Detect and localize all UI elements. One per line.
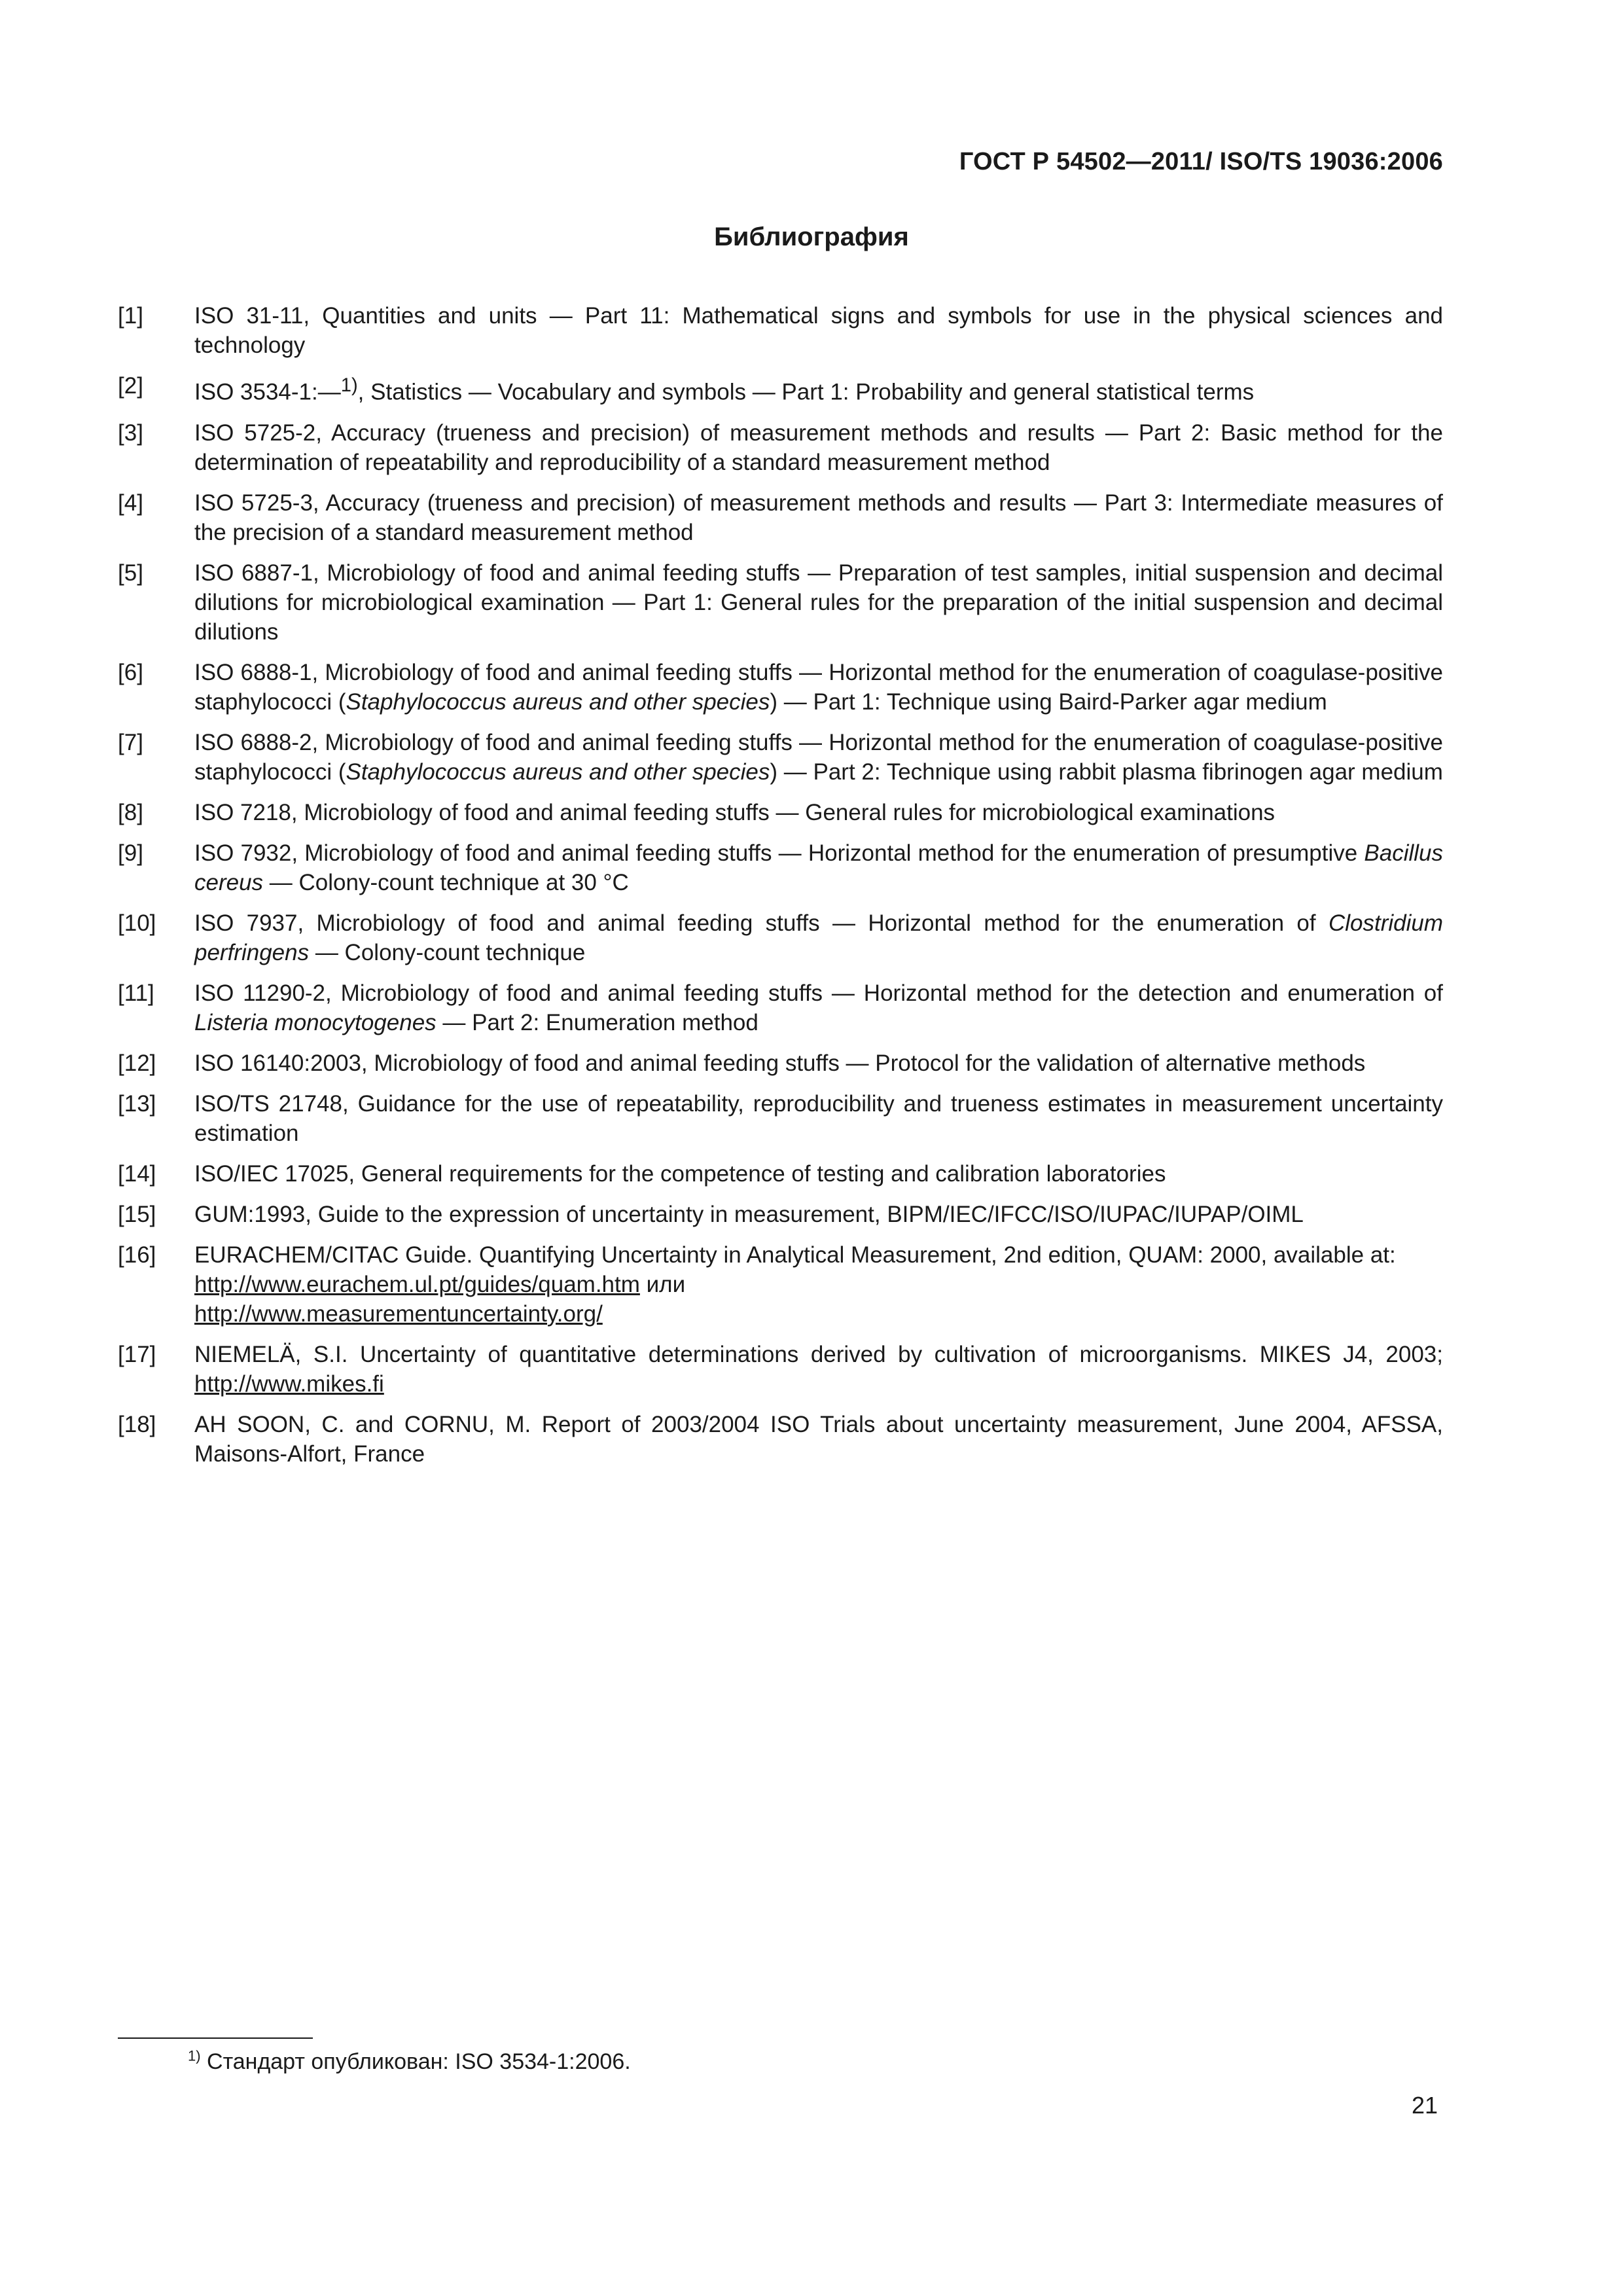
reference-text [194, 371, 1443, 407]
reference-text [194, 908, 1443, 967]
reference-number: [3] [118, 420, 143, 446]
reference-number: [17] [118, 1341, 156, 1367]
reference-text [194, 838, 1443, 897]
reference-item [118, 558, 1443, 647]
reference-text-segment: ) — Part 1: Technique using Baird-Parker agar medium [770, 689, 1327, 715]
reference-text-segment: или [639, 1271, 686, 1297]
bibliography-title: Библиография [714, 223, 909, 251]
reference-text-segment: ) — Part 2: Technique using rabbit plasma fibrinogen agar medium [770, 759, 1443, 785]
reference-text [194, 1159, 1443, 1189]
reference-text [194, 558, 1443, 647]
reference-item [118, 908, 1443, 967]
reference-item [118, 301, 1443, 360]
document-header: ГОСТ Р 54502—2011/ ISO/TS 19036:2006 [959, 148, 1443, 175]
reference-text-segment: AH SOON, C. and CORNU, M. Report of 2003/2004 ISO Trials about uncertainty measurement, June 2004, AFSSA, Maisons-Alfort, France [194, 1411, 1443, 1467]
reference-text-segment: — Colony-count technique [309, 939, 586, 965]
footnote-reference: 1) [340, 375, 358, 396]
species-name: Listeria monocytogenes [194, 1009, 437, 1035]
reference-text-segment: EURACHEM/CITAC Guide. Quantifying Uncertainty in Analytical Measurement, 2nd edition, QUAM: 2000, available at: [194, 1242, 1396, 1268]
footnote [188, 2047, 631, 2076]
reference-item [118, 1340, 1443, 1399]
reference-text-segment: ISO 5725-2, Accuracy (trueness and precision) of measurement methods and results — Part 2: Basic method for the determination of repeatability and reproducibility of a standard measurement method [194, 420, 1443, 475]
reference-number: [9] [118, 840, 143, 866]
reference-text-segment: ISO 6888-1, Microbiology of food and animal feeding stuffs — Horizontal method for the enumeration of coagulase-positive staphylococci ( [194, 659, 1443, 715]
reference-text [194, 1410, 1443, 1469]
reference-item [118, 1200, 1443, 1229]
reference-text-segment: ISO 6887-1, Microbiology of food and animal feeding stuffs — Preparation of test samples, initial suspension and decimal dilutions for microbiological examination — Part 1: General rules for the preparation of the initial suspension and decimal dilutions [194, 560, 1443, 645]
species-name: Staphylococcus aureus and other species [346, 689, 770, 715]
reference-text [194, 1340, 1443, 1399]
reference-number: [10] [118, 910, 156, 936]
reference-list [118, 301, 1443, 1480]
reference-text [194, 798, 1443, 827]
species-name: Clostridium perfringens [194, 910, 1443, 965]
reference-item [118, 1089, 1443, 1148]
footnote-mark: 1) [188, 2047, 201, 2064]
reference-text [194, 1089, 1443, 1148]
reference-item [118, 728, 1443, 787]
reference-text [194, 728, 1443, 787]
reference-text-segment: ISO 7937, Microbiology of food and animal feeding stuffs — Horizontal method for the enumeration of [194, 910, 1329, 936]
reference-text [194, 1240, 1443, 1329]
reference-text-segment: ISO 16140:2003, Microbiology of food and animal feeding stuffs — Protocol for the validation of alternative methods [194, 1050, 1366, 1076]
reference-number: [2] [118, 373, 143, 399]
reference-text-segment: ISO 6888-2, Microbiology of food and animal feeding stuffs — Horizontal method for the enumeration of coagulase-positive staphylococci ( [194, 729, 1443, 785]
reference-text [194, 658, 1443, 717]
reference-item [118, 488, 1443, 547]
reference-item [118, 418, 1443, 477]
reference-number: [7] [118, 729, 143, 755]
reference-text-segment: GUM:1993, Guide to the expression of uncertainty in measurement, BIPM/IEC/IFCC/ISO/IUPAC/IUPAP/OIML [194, 1201, 1304, 1227]
species-name: Staphylococcus aureus and other species [346, 759, 770, 785]
reference-text-segment: — Part 2: Enumeration method [436, 1009, 758, 1035]
reference-text-segment: ISO/IEC 17025, General requirements for the competence of testing and calibration laboratories [194, 1160, 1166, 1187]
reference-text [194, 488, 1443, 547]
footnote-text: Стандарт опубликован: ISO 3534-1:2006. [200, 2049, 631, 2074]
reference-item [118, 838, 1443, 897]
reference-number: [18] [118, 1411, 156, 1437]
reference-number: [13] [118, 1090, 156, 1117]
reference-item [118, 978, 1443, 1037]
reference-text-segment: ISO 31-11, Quantities and units — Part 11: Mathematical signs and symbols for use in the physical sciences and technology [194, 303, 1443, 358]
page-number: 21 [1411, 2092, 1438, 2119]
reference-number: [4] [118, 490, 143, 516]
reference-number: [11] [118, 980, 154, 1006]
reference-number: [16] [118, 1242, 156, 1268]
reference-text-segment: ISO/TS 21748, Guidance for the use of repeatability, reproducibility and trueness estimates in measurement uncertainty estimation [194, 1090, 1443, 1146]
reference-item [118, 1410, 1443, 1469]
reference-text-segment: ISO 7932, Microbiology of food and animal feeding stuffs — Horizontal method for the enumeration of presumptive [194, 840, 1364, 866]
footnote-divider [118, 2037, 313, 2039]
reference-number: [8] [118, 799, 143, 825]
reference-number: [5] [118, 560, 143, 586]
species-name: Bacillus cereus [194, 840, 1443, 895]
reference-item [118, 798, 1443, 827]
reference-link[interactable]: http://www.eurachem.ul.pt/guides/quam.htm [194, 1271, 640, 1297]
reference-number: [6] [118, 659, 143, 685]
reference-text [194, 978, 1443, 1037]
reference-item [118, 1240, 1443, 1329]
reference-item [118, 658, 1443, 717]
reference-text [194, 1049, 1443, 1078]
reference-text-segment: ISO 3534-1:— [194, 379, 341, 405]
reference-number: [1] [118, 303, 143, 329]
reference-text-segment: ISO 5725-3, Accuracy (trueness and precision) of measurement methods and results — Part 3: Intermediate measures of the precision of a standard measurement method [194, 490, 1443, 545]
reference-number: [15] [118, 1201, 156, 1227]
reference-text-segment: ISO 11290-2, Microbiology of food and animal feeding stuffs — Horizontal method for the detection and enumeration of [194, 980, 1443, 1006]
reference-text-segment: , Statistics — Vocabulary and symbols — Part 1: Probability and general statistical terms [357, 379, 1255, 405]
reference-link[interactable]: http://www.measurementuncertainty.org/ [194, 1300, 603, 1327]
reference-item [118, 1049, 1443, 1078]
reference-text-segment: — Colony-count technique at 30 °C [263, 869, 629, 895]
reference-item [118, 1159, 1443, 1189]
reference-text [194, 301, 1443, 360]
reference-link[interactable]: http://www.mikes.fi [194, 1371, 384, 1397]
reference-text [194, 418, 1443, 477]
reference-text-segment: NIEMELÄ, S.I. Uncertainty of quantitative determinations derived by cultivation of microorganisms. MIKES J4, 2003; [194, 1341, 1443, 1367]
reference-text-segment: ISO 7218, Microbiology of food and animal feeding stuffs — General rules for microbiological examinations [194, 799, 1275, 825]
reference-text [194, 1200, 1443, 1229]
reference-number: [14] [118, 1160, 156, 1187]
reference-number: [12] [118, 1050, 156, 1076]
reference-item [118, 371, 1443, 407]
